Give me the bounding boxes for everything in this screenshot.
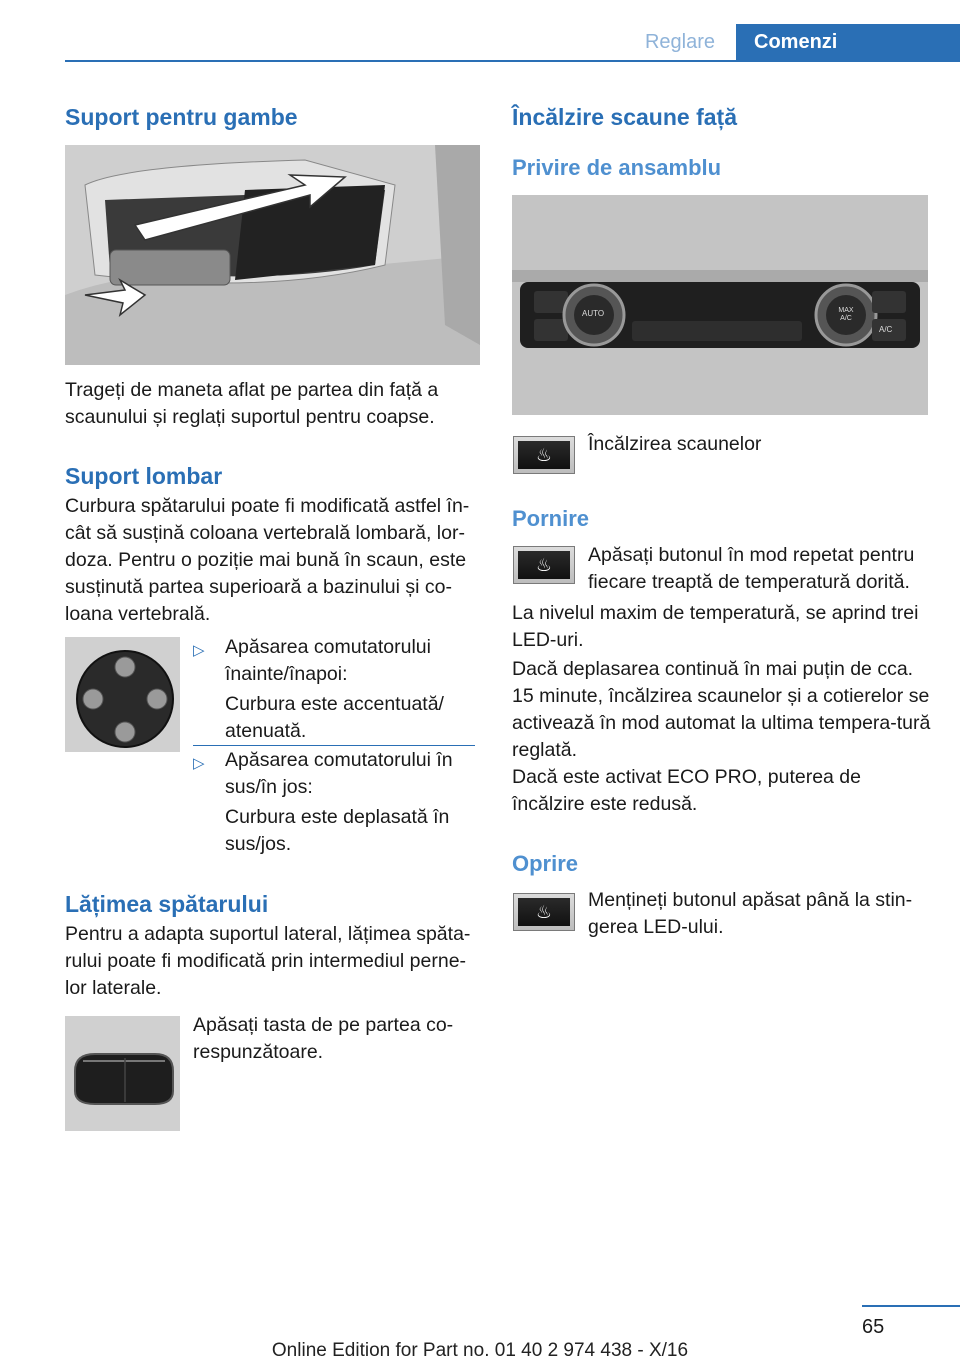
bullet-marker: ▷: [193, 755, 205, 772]
bullet-2-title: Apăsarea comutatorului în sus/în jos:: [225, 749, 453, 798]
tab-comenzi[interactable]: Comenzi: [736, 24, 960, 60]
on-title: Pornire: [512, 506, 590, 531]
climate-panel-image: [512, 195, 928, 415]
panel-auto-label: AUTO: [582, 309, 605, 318]
lumbar-switch-image: [65, 637, 180, 752]
panel-ac-label: A/C: [879, 325, 893, 334]
bullet-divider: [193, 745, 475, 746]
seat-heating-icon: ♨: [513, 546, 575, 584]
lumbar-support-title: Suport lombar: [65, 463, 223, 489]
paragraph-auto: Dacă deplasarea continuă în mai puțin de cca. 15 minute, încălzirea scaunelor și a cotierelor se activează în mod automat la ultima tempera-tură reglată.: [512, 658, 931, 761]
paragraph-leds: La nivelul maxim de temperatură, se aprind trei LED-uri.: [512, 602, 919, 651]
seat-heating-title: Încălzire scaune față: [512, 104, 737, 130]
overview-title: Privire de ansamblu: [512, 155, 722, 180]
side-cushion-text: Apăsați tasta de pe partea co-respunzătoare.: [193, 1014, 454, 1063]
seat-heating-icon: ♨: [513, 436, 575, 474]
page-number: 65: [862, 1316, 885, 1338]
backrest-width-title: Lățimea spătarului: [65, 891, 269, 917]
edition-footer: Online Edition for Part no. 01 40 2 974 438 - X/16: [271, 1340, 689, 1361]
seat-heating-icon: ♨: [513, 893, 575, 931]
calf-support-image: [65, 145, 480, 365]
lumbar-support-text: Curbura spătarului poate fi modificată astfel în-cât să susțină coloana vertebrală lombară, lor-doza. Pentru o poziție mai bună în scaun, este susținută partea superioară a bazinului și co-loana vertebrală.: [65, 495, 470, 625]
backrest-width-text: Pentru a adapta suportul lateral, lățimea spăta-rului poate fi modificată prin intermediul perne-lor laterale.: [65, 923, 471, 999]
header-divider: [65, 60, 960, 62]
paragraph-eco: Dacă este activat ECO PRO, puterea de încălzire este redusă.: [512, 766, 862, 815]
tab-reglare[interactable]: Reglare: [644, 30, 716, 53]
bullet-1-title: Apăsarea comutatorului înainte/înapoi:: [225, 636, 431, 685]
on-text: Apăsați butonul în mod repetat pentru fiecare treaptă de temperatură dorită.: [588, 544, 915, 593]
off-text: Mențineți butonul apăsat până la stin-gerea LED-ului.: [588, 889, 913, 938]
panel-max-label: MAX A/C: [838, 307, 854, 322]
side-cushion-switch-image: [65, 1016, 180, 1131]
calf-support-title: Suport pentru gambe: [65, 104, 298, 130]
seat-heating-caption: Încălzirea scaunelor: [588, 433, 762, 455]
bullet-2-desc: Curbura este deplasată în sus/jos.: [225, 806, 450, 855]
off-title: Oprire: [512, 851, 579, 876]
bullet-marker: ▷: [193, 642, 205, 659]
footer-divider: [862, 1305, 960, 1307]
calf-support-text: Trageți de maneta aflat pe partea din față a scaunului și reglați suportul pentru coapse.: [65, 379, 439, 428]
bullet-1-desc: Curbura este accentuată/ atenuată.: [225, 693, 444, 742]
